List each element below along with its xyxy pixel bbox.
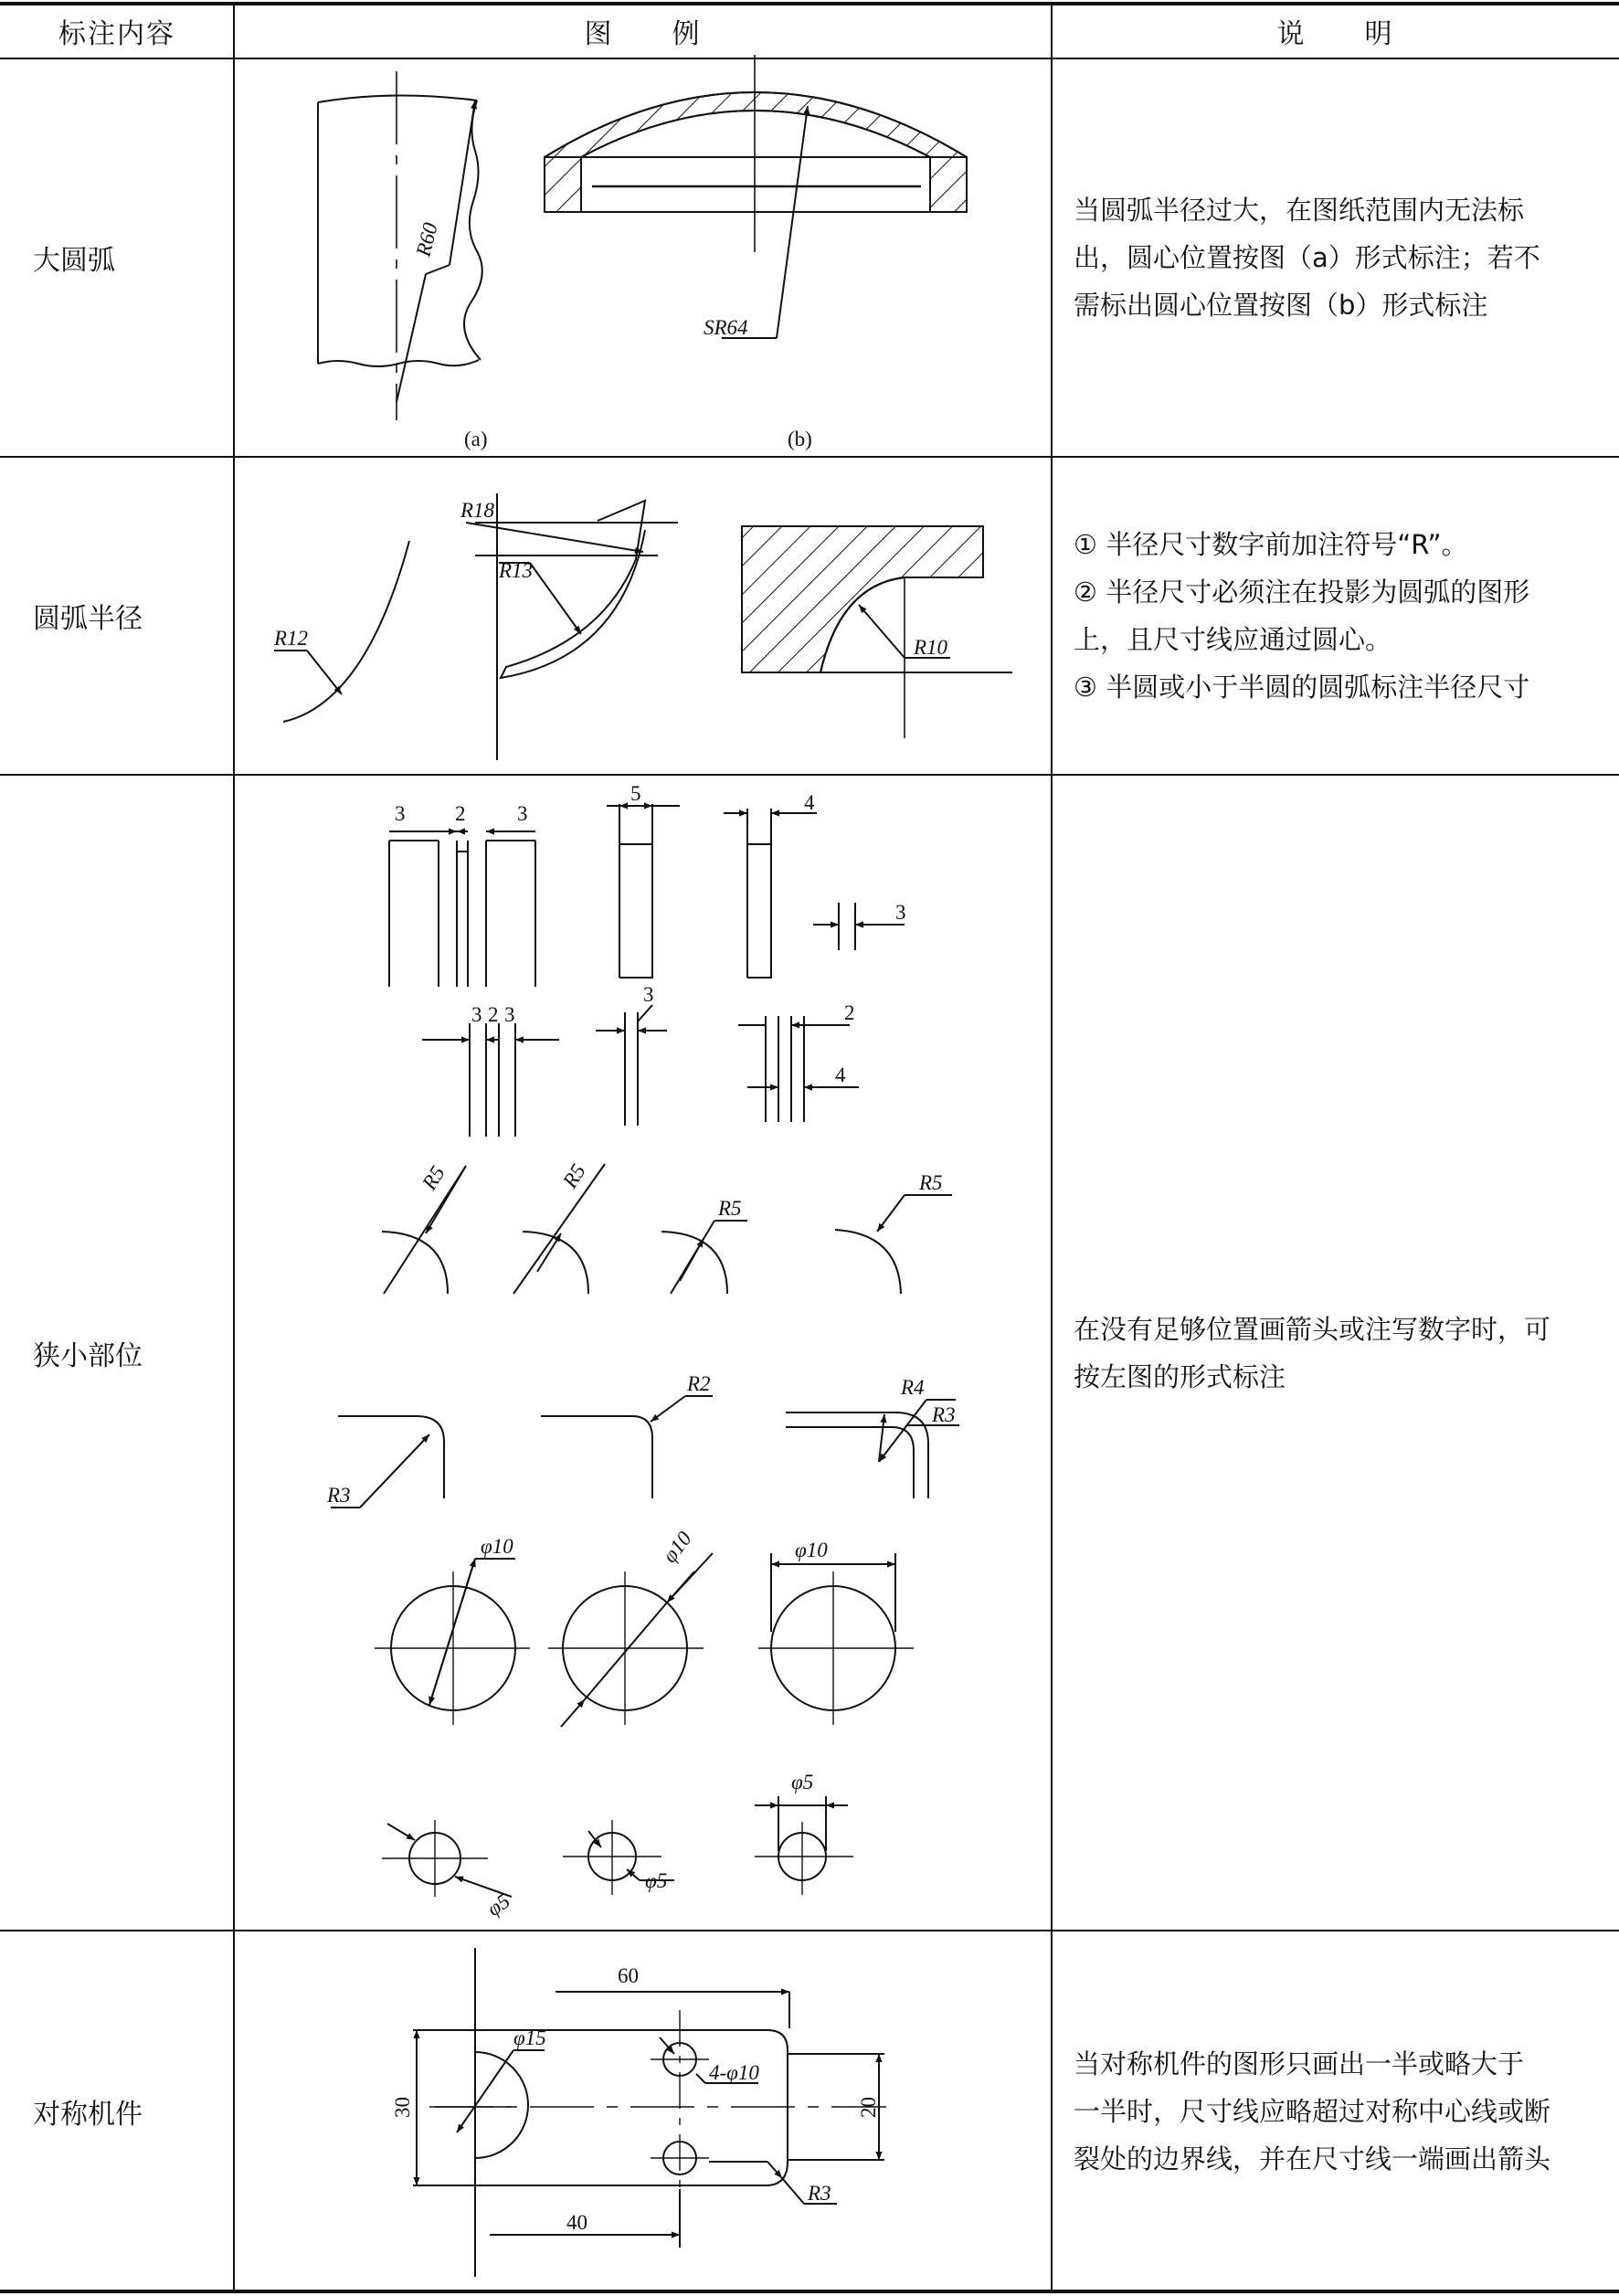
label-phi10: φ10 [795,1539,828,1561]
label-dim-30: 30 [391,2097,414,2118]
row-label-arc-radius: 圆弧半径 [33,603,143,635]
figure-narrow-r5 [382,1161,952,1294]
label-dim-3: 3 [395,802,406,825]
desc-line: 需标出圆心位置按图（b）形式标注 [1074,290,1488,321]
label-dim-2: 2 [844,1001,855,1024]
desc-line: 裂处的边界线，并在尺寸线一端画出箭头 [1074,2143,1551,2174]
label-r4: R4 [901,1376,925,1399]
label-phi5: φ5 [791,1771,814,1793]
label-dim-60: 60 [618,1964,639,1987]
label-dim-40: 40 [566,2211,587,2234]
desc-line: ① 半径尺寸数字前加注符号“R”。 [1074,529,1468,560]
label-phi5: φ5 [645,1869,668,1892]
figure-narrow-slots-1 [389,804,905,987]
figure-large-arc-a [318,71,482,420]
label-r5: R5 [418,1161,450,1194]
label-dim-3: 3 [517,802,528,825]
row-label-narrow-area: 狭小部位 [33,1339,143,1372]
label-r13: R13 [499,559,534,582]
desc-line: ③ 半圆或小于半圆的圆弧标注半径尺寸 [1074,672,1530,703]
header-explanation: 说 明 [1276,18,1394,50]
label-phi15: φ15 [513,2026,546,2049]
figure-narrow-r3-r2-r4 [331,1396,959,1508]
label-phi10: φ10 [658,1527,696,1568]
label-r3: R3 [808,2182,831,2205]
label-dim-4: 4 [804,791,815,814]
label-r5: R5 [558,1159,590,1192]
label-dim-5: 5 [630,782,641,805]
header-content: 标注内容 [58,18,175,50]
desc-line: 在没有足够位置画箭头或注写数字时，可 [1074,1313,1551,1345]
desc-line: 上，且尺寸线应通过圆心。 [1074,624,1392,655]
label-caption-a: (a) [464,428,488,450]
desc-line: 当对称机件的图形只画出一半或略大于 [1074,2047,1525,2079]
label-dim-4: 4 [835,1063,846,1086]
figure-narrow-phi10 [375,1553,914,1727]
label-r5: R5 [919,1171,943,1194]
figure-arc-r18-r13 [466,493,678,760]
label-r10: R10 [914,636,948,659]
desc-line: ② 半径尺寸必须注在投影为圆弧的图形 [1074,577,1530,608]
figure-symmetric-part [413,1948,886,2277]
label-dim-3: 3 [504,1003,515,1026]
figure-narrow-phi5 [382,1796,853,1897]
figure-arc-r10 [742,526,1012,738]
label-caption-b: (b) [788,428,812,450]
header-example: 图 例 [584,18,702,50]
label-r3: R3 [327,1484,351,1507]
label-phi10: φ10 [481,1535,513,1558]
label-phi5: φ5 [482,1889,514,1921]
label-holes: 4-φ10 [709,2061,759,2084]
label-dim-3: 3 [895,901,906,924]
label-dim-20: 20 [857,2097,880,2118]
label-r12: R12 [274,627,309,650]
label-r5: R5 [718,1197,742,1220]
label-r2: R2 [687,1372,711,1395]
label-r60: R60 [411,220,442,259]
row-label-symmetric-part: 对称机件 [33,2098,143,2131]
label-r18: R18 [460,499,495,522]
label-dim-3: 3 [471,1003,482,1026]
label-dim-3: 3 [643,983,654,1006]
desc-line: 按左图的形式标注 [1074,1360,1286,1392]
label-dim-2: 2 [455,802,466,825]
figure-large-arc-b [545,55,967,338]
desc-line: 一半时，尺寸线应略超过对称中心线或断 [1074,2095,1551,2127]
desc-line: 出，圆心位置按图（a）形式标注；若不 [1074,242,1540,273]
label-dim-2: 2 [488,1003,499,1026]
label-r3: R3 [932,1403,956,1426]
row-label-large-arc: 大圆弧 [33,245,115,277]
desc-line: 当圆弧半径过大，在图纸范围内无法标 [1074,195,1525,226]
label-sr64: SR64 [704,316,748,339]
